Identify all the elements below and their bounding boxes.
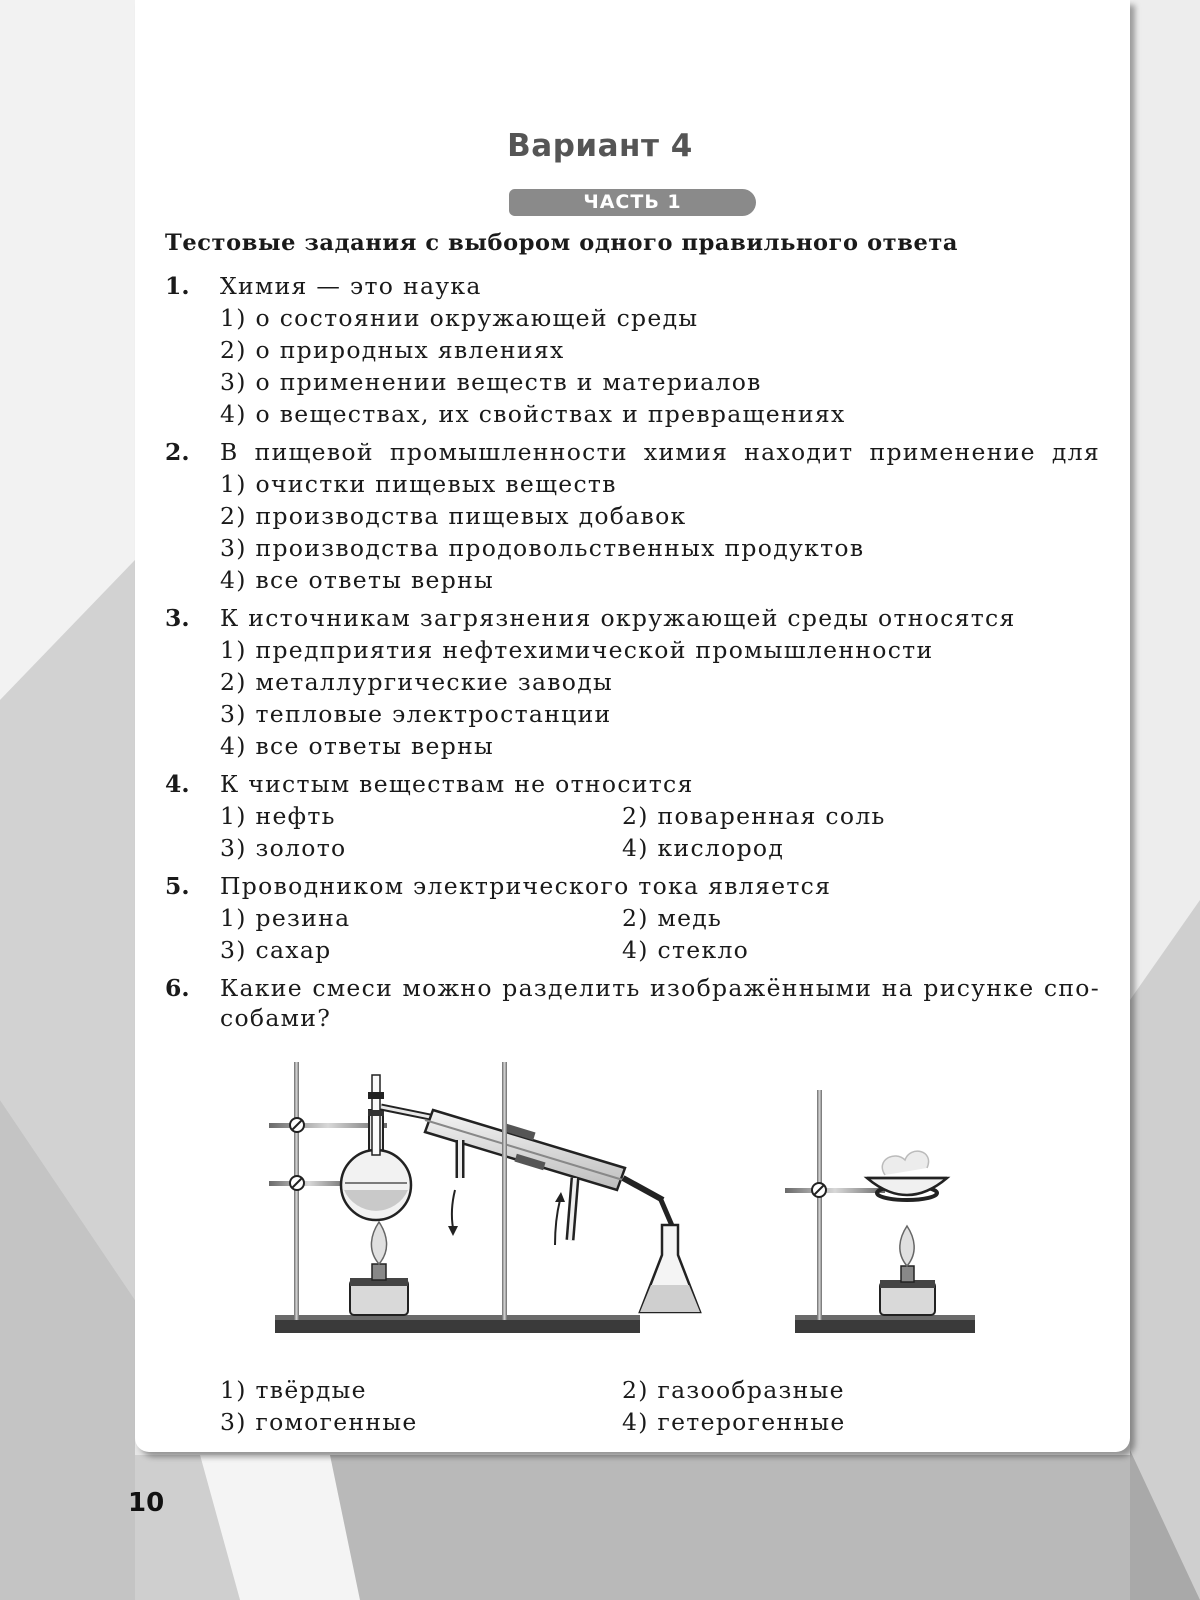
answer-option: 2) производства пищевых добавок [220,502,687,530]
question-text: В пищевой промышленности химия находит применение для [220,438,1100,466]
answer-option: 4) стекло [622,936,750,964]
conical-flask [640,1225,700,1312]
question-number: 3. [165,604,190,632]
answer-option: 2) металлургические заводы [220,668,614,696]
question-text: Химия — это наука [220,272,482,300]
variant-title: Вариант 4 [507,128,693,164]
page-number: 10 [128,1488,165,1518]
question-number: 2. [165,438,190,466]
answer-option: 1) твёрдые [220,1376,367,1404]
answer-option: 4) гетерогенные [622,1408,846,1436]
answer-option: 3) золото [220,834,347,862]
distillation-evaporation-figure [255,1050,1005,1350]
question-text: Проводником электрического тока является [220,872,832,900]
answer-option: 3) тепловые электростанции [220,700,612,728]
answer-option: 1) нефть [220,802,336,830]
question-text: К источникам загрязнения окружающей среды относятся [220,604,1016,632]
answer-option: 2) о природных явлениях [220,336,565,364]
question-number: 5. [165,872,190,900]
round-bottom-flask [341,1075,411,1220]
answer-option: 2) поваренная соль [622,802,886,830]
answer-option: 1) очистки пищевых веществ [220,470,617,498]
question-text: К чистым веществам не относится [220,770,694,798]
answer-option: 3) сахар [220,936,332,964]
answer-option: 3) о применении веществ и материалов [220,368,762,396]
answer-option: 4) о веществах, их свойствах и превращениях [220,400,846,428]
section-heading: Тестовые задания с выбором одного правильного ответа [165,230,959,256]
answer-option: 3) производства продовольственных продуктов [220,534,865,562]
question-text-continued: собами? [220,1004,332,1032]
spirit-lamp-left [350,1222,408,1315]
answer-option: 2) газообразные [622,1376,845,1404]
answer-option: 4) все ответы верны [220,732,495,760]
spirit-lamp-right [880,1226,935,1315]
question-number: 6. [165,974,190,1002]
answer-option: 4) кислород [622,834,785,862]
question-text: Какие смеси можно разделить изображёнными на рисунке спо- [220,974,1100,1002]
liebig-condenser [381,1107,673,1245]
answer-option: 1) предприятия нефтехимической промышленности [220,636,934,664]
answer-option: 4) все ответы верны [220,566,495,594]
question-number: 4. [165,770,190,798]
question-number: 1. [165,272,190,300]
answer-option: 1) о состоянии окружающей среды [220,304,699,332]
answer-option: 3) гомогенные [220,1408,418,1436]
part-badge: ЧАСТЬ 1 [509,189,756,216]
answer-option: 2) медь [622,904,723,932]
answer-option: 1) резина [220,904,351,932]
